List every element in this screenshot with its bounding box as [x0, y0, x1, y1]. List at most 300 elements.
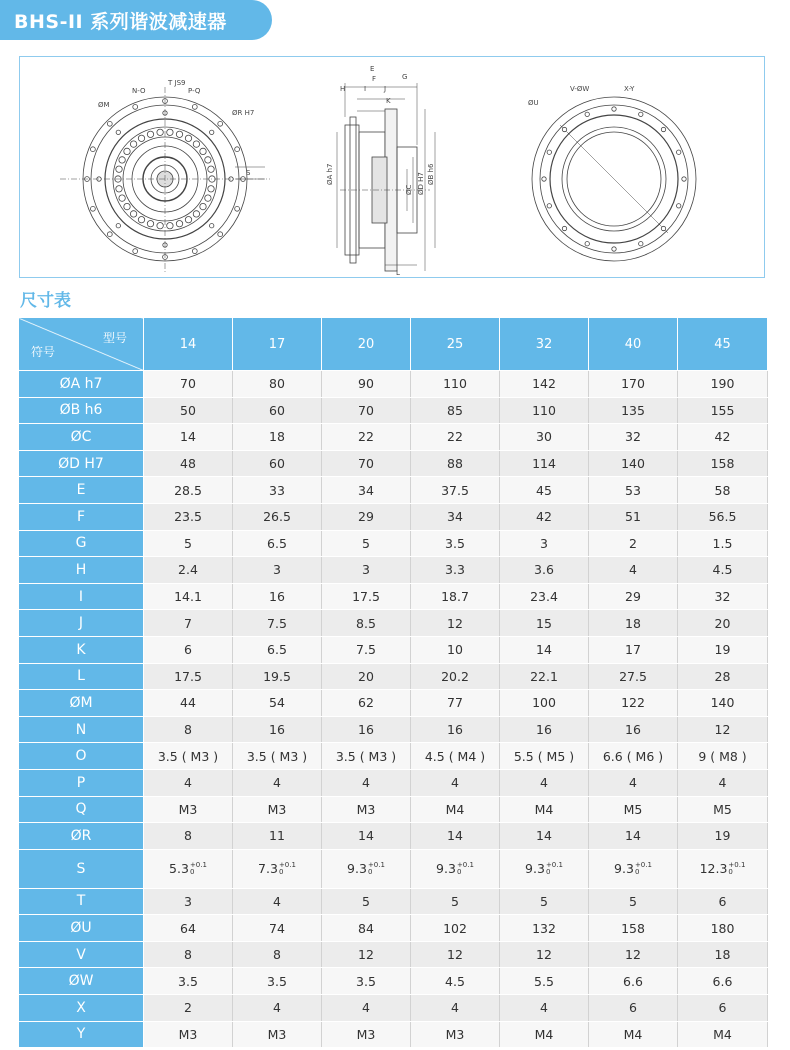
tolerance-lower: 0	[367, 868, 373, 877]
value-cell: 158	[589, 915, 678, 942]
corner-symbol-label: 符号	[31, 345, 56, 359]
value-cell: 20	[322, 663, 411, 690]
table-row	[19, 477, 768, 504]
bearing-roller	[185, 135, 191, 141]
value-cell: 20.2	[411, 663, 500, 690]
bolt-hole	[661, 226, 665, 230]
symbol-cell: Y	[19, 1021, 144, 1048]
value-cell: 4.5	[678, 557, 768, 584]
value-cell: M3	[322, 1021, 411, 1048]
value-cell: 90	[322, 371, 411, 398]
value-cell: 12	[411, 610, 500, 637]
value-cell: 100	[500, 690, 589, 717]
value-cell: 142	[500, 371, 589, 398]
drawing-label: K	[386, 97, 391, 105]
value-base: 9.3	[525, 860, 545, 876]
drawing-svg	[20, 57, 766, 279]
value-cell: 2	[144, 995, 233, 1022]
symbol-cell: G	[19, 530, 144, 557]
value-cell: 4	[589, 557, 678, 584]
drawing-label: F	[372, 75, 377, 83]
tolerance-upper: +0.1	[278, 861, 296, 870]
page-title: BHS-II 系列谐波减速器	[14, 11, 227, 33]
table-corner-cell	[19, 318, 144, 371]
table-row	[19, 663, 768, 690]
tolerance-upper: +0.1	[545, 861, 563, 870]
value-cell: 9 ( M8 )	[678, 743, 768, 770]
tolerance	[368, 862, 385, 876]
value-cell: 5	[322, 530, 411, 557]
value-cell: 77	[411, 690, 500, 717]
bearing-roller	[185, 217, 191, 223]
value-cell: 140	[589, 450, 678, 477]
value-cell: 32	[589, 424, 678, 451]
bolt-hole	[235, 206, 240, 211]
tolerance	[728, 862, 745, 876]
value-cell: 17	[589, 636, 678, 663]
bolt-hole	[562, 226, 566, 230]
table-row	[19, 503, 768, 530]
corner-model-label: 型号	[102, 331, 127, 345]
value-cell: 50	[144, 397, 233, 424]
symbol-cell: ØM	[19, 690, 144, 717]
value-cell: M3	[233, 1021, 322, 1048]
drawing-label: E	[370, 65, 375, 73]
value-cell: 16	[500, 716, 589, 743]
value-cell: 4	[500, 769, 589, 796]
value-cell	[411, 849, 500, 888]
value-cell: 28.5	[144, 477, 233, 504]
value-cell: 132	[500, 915, 589, 942]
value-cell: 60	[233, 450, 322, 477]
symbol-cell: ØU	[19, 915, 144, 942]
value-cell: 16	[589, 716, 678, 743]
tolerance	[546, 862, 563, 876]
value-cell: 3.5	[411, 530, 500, 557]
bolt-hole	[547, 150, 551, 154]
bearing-roller	[147, 221, 153, 227]
value-cell: 18	[233, 424, 322, 451]
drawing-label: ØA h7	[326, 163, 334, 185]
bearing-roller	[167, 129, 173, 135]
value-cell: 22.1	[500, 663, 589, 690]
value-cell: 19	[678, 823, 768, 850]
value-cell: 4	[411, 995, 500, 1022]
bolt-hole	[91, 147, 96, 152]
value-cell: 6	[589, 995, 678, 1022]
value-cell: 3.3	[411, 557, 500, 584]
value-cell: 12	[322, 941, 411, 968]
value-cell: 17.5	[322, 583, 411, 610]
value-cell: 7.5	[322, 636, 411, 663]
value-cell: 14	[589, 823, 678, 850]
bolt-hole	[677, 204, 681, 208]
value-cell: 7	[144, 610, 233, 637]
value-cell: 8	[144, 716, 233, 743]
table-row	[19, 424, 768, 451]
tolerance-lower: 0	[189, 868, 195, 877]
value-cell: 14	[500, 823, 589, 850]
value-cell: 56.5	[678, 503, 768, 530]
tolerance-upper: +0.1	[367, 861, 385, 870]
tolerance-upper: +0.1	[728, 861, 746, 870]
tolerance	[190, 862, 207, 876]
value-cell: 14	[322, 823, 411, 850]
value-cell: 4.5	[411, 968, 500, 995]
tolerance	[279, 862, 296, 876]
table-row	[19, 530, 768, 557]
bolt-hole	[661, 127, 665, 131]
tolerance-lower: 0	[634, 868, 640, 877]
tolerance	[457, 862, 474, 876]
bolt-hole	[210, 224, 214, 228]
value-cell: 62	[322, 690, 411, 717]
value-cell: 27.5	[589, 663, 678, 690]
drawing-label: J	[384, 85, 387, 93]
value-cell: 29	[589, 583, 678, 610]
bolt-hole	[677, 150, 681, 154]
bearing-roller	[193, 211, 199, 217]
value-cell: 4	[233, 769, 322, 796]
value-cell: 60	[233, 397, 322, 424]
value-cell: 6.6 ( M6 )	[589, 743, 678, 770]
bearing-roller	[116, 186, 122, 192]
value-cell: 29	[322, 503, 411, 530]
value-cell: 8	[144, 941, 233, 968]
value-cell: 5	[500, 888, 589, 915]
symbol-cell: N	[19, 716, 144, 743]
value-cell: M5	[678, 796, 768, 823]
drawing-label: ØM	[98, 101, 110, 109]
symbol-cell: K	[19, 636, 144, 663]
model-header-32: 32	[500, 318, 589, 371]
title-bar	[0, 0, 272, 40]
model-header-17: 17	[233, 318, 322, 371]
section-title: 尺寸表	[20, 291, 71, 311]
tolerance-upper: +0.1	[189, 861, 207, 870]
value-cell: 33	[233, 477, 322, 504]
bolt-hole	[235, 147, 240, 152]
symbol-cell: ØD H7	[19, 450, 144, 477]
value-cell: M3	[233, 796, 322, 823]
value-cell: 3.5 ( M3 )	[144, 743, 233, 770]
value-cell: 4	[500, 995, 589, 1022]
value-cell: 70	[144, 371, 233, 398]
value-cell: 5	[589, 888, 678, 915]
value-cell: 6.5	[233, 636, 322, 663]
value-base: 5.3	[169, 860, 189, 876]
symbol-cell: T	[19, 888, 144, 915]
model-header-20: 20	[322, 318, 411, 371]
value-cell: 6	[678, 888, 768, 915]
drawing-label: X-Y	[624, 85, 635, 93]
bolt-hole	[107, 232, 112, 237]
drawing-label: T JS9	[168, 79, 186, 87]
bolt-hole	[682, 177, 686, 181]
bolt-hole	[562, 127, 566, 131]
symbol-cell: S	[19, 849, 144, 888]
value-cell	[322, 849, 411, 888]
bolt-hole	[547, 204, 551, 208]
value-cell: 8	[233, 941, 322, 968]
table-row	[19, 450, 768, 477]
value-cell: 84	[322, 915, 411, 942]
value-cell: 14	[411, 823, 500, 850]
value-cell: 4	[411, 769, 500, 796]
value-cell: 19	[678, 636, 768, 663]
value-cell: 32	[678, 583, 768, 610]
bolt-hole	[192, 105, 197, 110]
value-cell: 12	[589, 941, 678, 968]
symbol-cell: ØB h6	[19, 397, 144, 424]
bearing-roller	[200, 148, 206, 154]
table-row	[19, 941, 768, 968]
value-cell: 85	[411, 397, 500, 424]
value-cell: 42	[500, 503, 589, 530]
bolt-hole	[639, 112, 643, 116]
value-cell: 34	[322, 477, 411, 504]
value-cell	[678, 849, 768, 888]
value-cell: 4	[678, 769, 768, 796]
bolt-hole	[107, 121, 112, 126]
bolt-hole	[612, 107, 616, 111]
value-cell: M4	[500, 1021, 589, 1048]
value-cell: 6	[678, 995, 768, 1022]
tolerance-lower: 0	[728, 868, 733, 877]
bearing-roller	[138, 135, 144, 141]
table-row	[19, 796, 768, 823]
value-cell: 12	[678, 716, 768, 743]
bearing-roller	[138, 217, 144, 223]
value-cell: 4	[144, 769, 233, 796]
value-cell: 6.6	[589, 968, 678, 995]
value-cell: 2.4	[144, 557, 233, 584]
value-base: 9.3	[614, 860, 634, 876]
model-header-40: 40	[589, 318, 678, 371]
value-cell: 16	[322, 716, 411, 743]
value-cell: 34	[411, 503, 500, 530]
value-cell: 12	[411, 941, 500, 968]
bearing-roller	[205, 157, 211, 163]
value-cell: 70	[322, 450, 411, 477]
value-cell: 11	[233, 823, 322, 850]
value-cell: 122	[589, 690, 678, 717]
bolt-hole	[116, 224, 120, 228]
value-cell: 155	[678, 397, 768, 424]
bearing-roller	[157, 129, 163, 135]
table-row	[19, 1021, 768, 1048]
symbol-cell: V	[19, 941, 144, 968]
value-cell: 44	[144, 690, 233, 717]
tolerance-lower: 0	[456, 868, 462, 877]
value-cell: 22	[411, 424, 500, 451]
value-cell: 3.5 ( M3 )	[233, 743, 322, 770]
drawing-label: G	[402, 73, 408, 81]
bolt-hole	[585, 242, 589, 246]
value-cell: 48	[144, 450, 233, 477]
value-cell: 8.5	[322, 610, 411, 637]
value-cell: M3	[144, 796, 233, 823]
value-cell: 70	[322, 397, 411, 424]
bearing-roller	[200, 203, 206, 209]
value-cell: 6.5	[233, 530, 322, 557]
value-cell: 18.7	[411, 583, 500, 610]
tolerance-lower: 0	[278, 868, 284, 877]
value-cell: 4.5 ( M4 )	[411, 743, 500, 770]
value-cell: 15	[500, 610, 589, 637]
value-cell: 30	[500, 424, 589, 451]
tolerance-upper: +0.1	[634, 861, 652, 870]
bolt-hole	[116, 130, 120, 134]
value-cell: M4	[411, 796, 500, 823]
drawing-label: H	[340, 85, 346, 93]
value-cell: 4	[233, 888, 322, 915]
value-cell: 18	[589, 610, 678, 637]
bolt-hole	[91, 206, 96, 211]
bolt-hole	[218, 232, 223, 237]
symbol-cell: ØC	[19, 424, 144, 451]
value-cell: 23.4	[500, 583, 589, 610]
value-cell: 3.5	[322, 968, 411, 995]
value-cell: 7.5	[233, 610, 322, 637]
table-row	[19, 557, 768, 584]
value-cell: 4	[322, 769, 411, 796]
value-cell: 3.5 ( M3 )	[322, 743, 411, 770]
value-cell: M4	[678, 1021, 768, 1048]
symbol-cell: L	[19, 663, 144, 690]
value-base: 9.3	[436, 860, 456, 876]
table-row	[19, 968, 768, 995]
value-cell: 42	[678, 424, 768, 451]
value-cell: 180	[678, 915, 768, 942]
bearing-roller	[119, 195, 125, 201]
value-cell: 6.6	[678, 968, 768, 995]
table-header-row	[19, 318, 768, 371]
drawing-label: S	[246, 169, 251, 177]
table-row	[19, 995, 768, 1022]
value-cell: 23.5	[144, 503, 233, 530]
bearing-roller	[119, 157, 125, 163]
drawing-label: ØD H7	[417, 172, 425, 195]
value-cell: 74	[233, 915, 322, 942]
value-cell: M4	[589, 1021, 678, 1048]
value-cell: 53	[589, 477, 678, 504]
bolt-hole	[542, 177, 546, 181]
table-row	[19, 371, 768, 398]
value-cell: 8	[144, 823, 233, 850]
drawing-label: ØC	[405, 184, 413, 195]
bearing-roller	[176, 131, 182, 137]
table-row	[19, 823, 768, 850]
bolt-hole	[133, 105, 138, 110]
value-cell: 18	[678, 941, 768, 968]
technical-drawing	[19, 56, 765, 278]
value-cell: 5	[322, 888, 411, 915]
value-cell: 19.5	[233, 663, 322, 690]
drawing-label: I	[364, 85, 367, 93]
table-row	[19, 636, 768, 663]
bearing-roller	[124, 148, 130, 154]
value-cell: 3.6	[500, 557, 589, 584]
value-cell	[500, 849, 589, 888]
value-cell: 28	[678, 663, 768, 690]
value-cell: 4	[233, 995, 322, 1022]
table-row	[19, 716, 768, 743]
bolt-hole	[585, 112, 589, 116]
value-cell: 6	[144, 636, 233, 663]
value-cell: 4	[589, 769, 678, 796]
value-cell: 3	[233, 557, 322, 584]
bearing-roller	[208, 166, 214, 172]
table-row	[19, 397, 768, 424]
bearing-roller	[116, 166, 122, 172]
model-header-14: 14	[144, 318, 233, 371]
symbol-cell: E	[19, 477, 144, 504]
value-cell: 1.5	[678, 530, 768, 557]
tolerance-lower: 0	[545, 868, 551, 877]
value-cell: 5	[144, 530, 233, 557]
value-cell	[233, 849, 322, 888]
value-cell: 16	[233, 583, 322, 610]
bolt-hole	[612, 247, 616, 251]
symbol-cell: P	[19, 769, 144, 796]
tolerance-upper: +0.1	[456, 861, 474, 870]
bolt-hole	[639, 242, 643, 246]
dimension-table	[18, 317, 768, 1048]
bearing-roller	[167, 223, 173, 229]
table-row	[19, 769, 768, 796]
table-row	[19, 915, 768, 942]
value-cell: 14	[500, 636, 589, 663]
value-cell: 3.5	[144, 968, 233, 995]
bearing-roller	[205, 195, 211, 201]
model-header-45: 45	[678, 318, 768, 371]
value-cell: M3	[411, 1021, 500, 1048]
value-cell: 58	[678, 477, 768, 504]
symbol-cell: F	[19, 503, 144, 530]
drawing-label: V-ØW	[570, 85, 590, 93]
drawing-label: ØB h6	[427, 163, 435, 185]
bearing-roller	[130, 141, 136, 147]
value-cell: 5.5 ( M5 )	[500, 743, 589, 770]
bearing-roller	[157, 223, 163, 229]
bolt-hole	[210, 130, 214, 134]
value-cell: 110	[411, 371, 500, 398]
model-header-25: 25	[411, 318, 500, 371]
drawing-label: P-Q	[188, 87, 201, 95]
value-base: 12.3	[699, 860, 728, 876]
symbol-cell: I	[19, 583, 144, 610]
value-cell: 5	[411, 888, 500, 915]
symbol-cell: X	[19, 995, 144, 1022]
value-cell: 54	[233, 690, 322, 717]
value-cell: M4	[500, 796, 589, 823]
value-cell: 114	[500, 450, 589, 477]
value-cell: 3.5	[233, 968, 322, 995]
bearing-roller	[147, 131, 153, 137]
bearing-roller	[208, 186, 214, 192]
value-cell: 16	[233, 716, 322, 743]
symbol-cell: H	[19, 557, 144, 584]
value-cell: 140	[678, 690, 768, 717]
value-cell: 45	[500, 477, 589, 504]
table-row	[19, 690, 768, 717]
table-row	[19, 888, 768, 915]
symbol-cell: ØA h7	[19, 371, 144, 398]
value-cell	[589, 849, 678, 888]
value-cell: 190	[678, 371, 768, 398]
value-cell: 51	[589, 503, 678, 530]
